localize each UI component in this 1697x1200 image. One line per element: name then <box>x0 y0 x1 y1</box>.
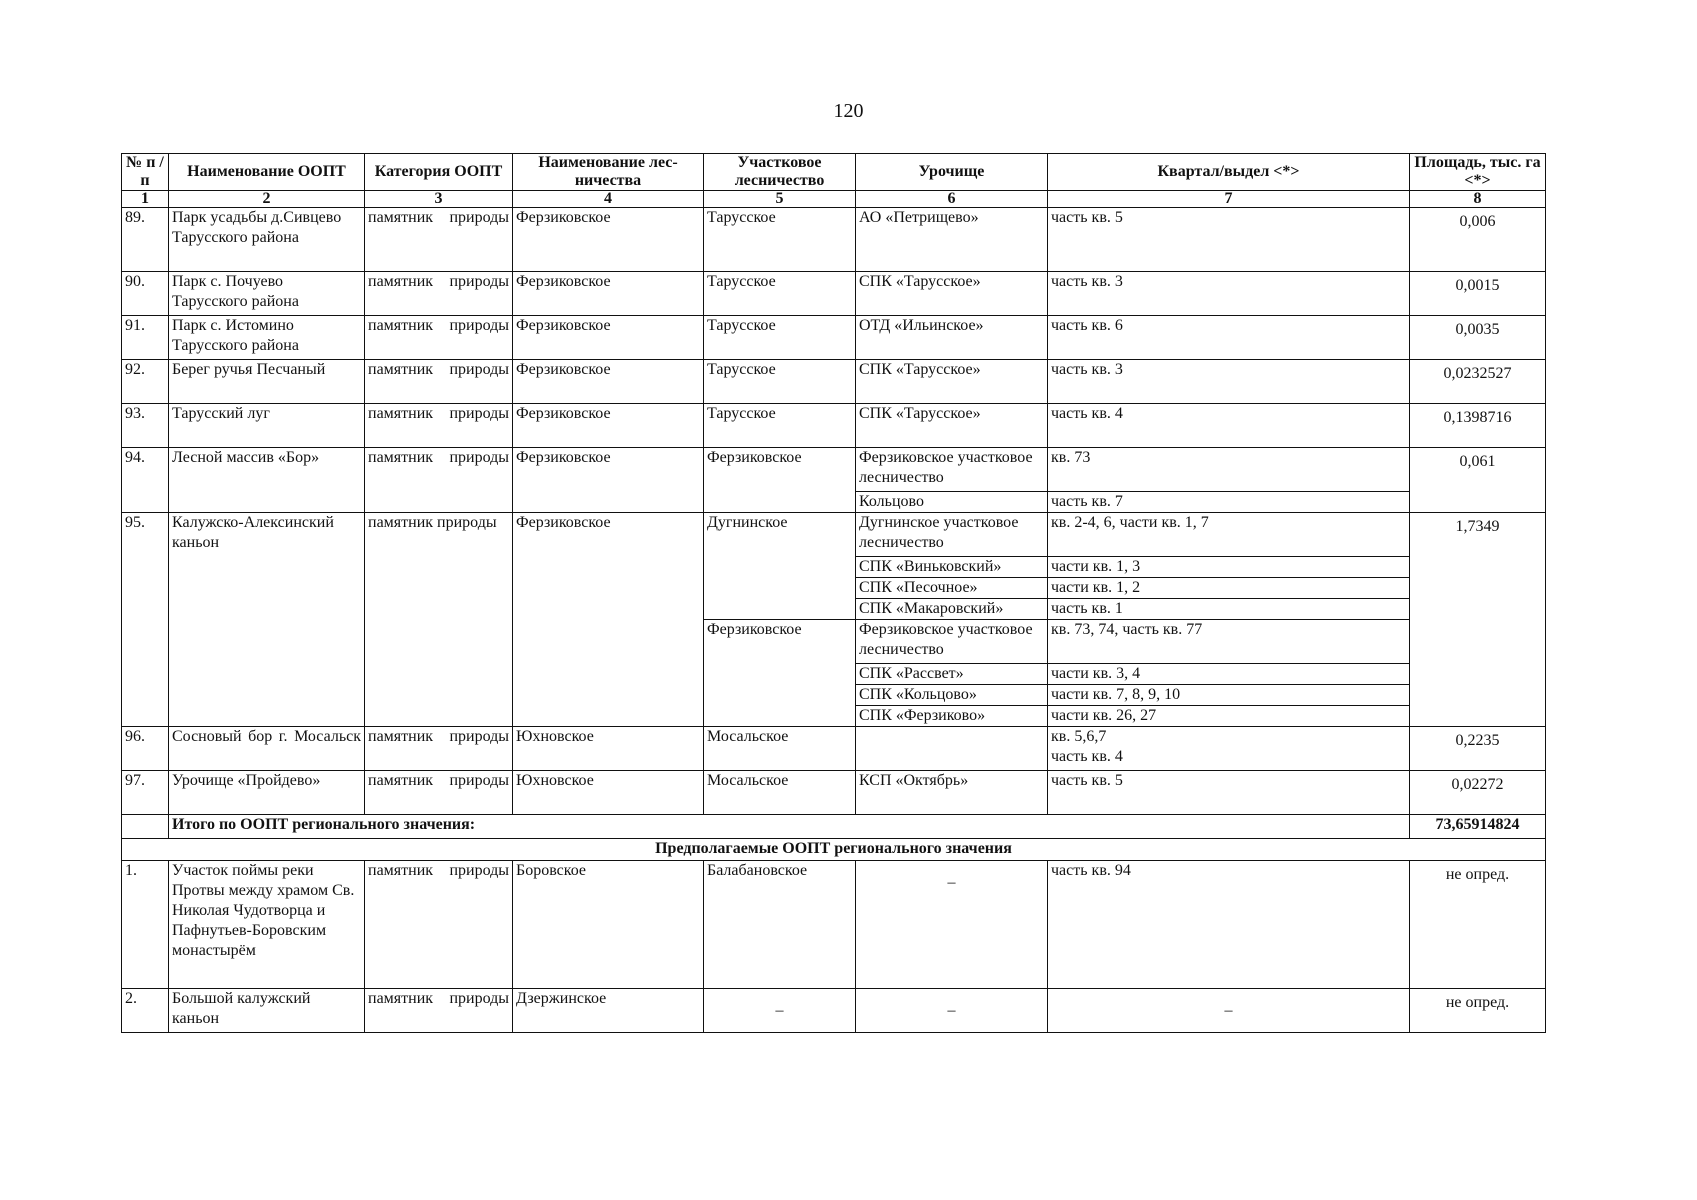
district-forestry: Ферзиковское <box>704 448 856 513</box>
area-value: 0,0232527 <box>1410 360 1546 404</box>
area-value: 0,061 <box>1410 448 1546 513</box>
quarter-line: часть кв. 4 <box>1051 748 1123 765</box>
oopt-category: памятник природы <box>365 404 513 448</box>
tract-name: СПК «Тарусское» <box>856 272 1048 316</box>
table-row <box>122 727 1546 771</box>
table-row <box>122 861 1546 989</box>
quarter: кв. 73 <box>1048 448 1410 492</box>
oopt-category: памятник природы <box>365 448 513 513</box>
oopt-category: памятник природы <box>365 272 513 316</box>
forestry-name: Дзержинское <box>513 989 704 1033</box>
tract-name: Кольцово <box>856 492 1048 513</box>
tract-name: СПК «Ферзиково» <box>856 706 1048 727</box>
table-row <box>122 513 1546 557</box>
table-row <box>122 316 1546 360</box>
col-number: 4 <box>513 191 704 208</box>
district-forestry: Тарусское <box>704 316 856 360</box>
row-number: 90. <box>122 272 169 316</box>
oopt-name: Участок поймы реки Протвы между храмом Св. Николая Чудотворца и Пафнутьев-Боровским монастырём <box>169 861 365 989</box>
page-number: 120 <box>833 100 864 122</box>
quarter: часть кв. 3 <box>1048 360 1410 404</box>
row-number: 92. <box>122 360 169 404</box>
table-row <box>122 208 1546 272</box>
district-forestry: Тарусское <box>704 272 856 316</box>
row-number: 2. <box>122 989 169 1033</box>
row-number: 94. <box>122 448 169 513</box>
district-forestry: Тарусское <box>704 360 856 404</box>
tract-name: Ферзиковское участковое лесничество <box>856 448 1048 492</box>
tract-name: АО «Петрищево» <box>856 208 1048 272</box>
forestry-name: Ферзиковское <box>513 208 704 272</box>
tract-name: Дугнинское участковое лесничество <box>856 513 1048 557</box>
quarter: кв. 2-4, 6, части кв. 1, 7 <box>1048 513 1410 557</box>
forestry-name: Ферзиковское <box>513 272 704 316</box>
forestry-name: Ферзиковское <box>513 316 704 360</box>
quarter: части кв. 1, 3 <box>1048 557 1410 578</box>
column-number-row <box>122 191 1546 208</box>
section-title: Предполагаемые ООПТ регионального значения <box>122 839 1546 861</box>
col-number: 7 <box>1048 191 1410 208</box>
oopt-name: Парк усадьбы д.Сивцево Тарусского района <box>169 208 365 272</box>
col-number: 8 <box>1410 191 1546 208</box>
tract-name: СПК «Рассвет» <box>856 664 1048 685</box>
total-blank <box>122 815 169 839</box>
oopt-table <box>121 153 1546 1033</box>
header-district: Участковое лесничество <box>704 154 856 191</box>
district-forestry: Мосальское <box>704 771 856 815</box>
oopt-category: памятник природы <box>365 316 513 360</box>
forestry-name: Юхновское <box>513 727 704 771</box>
forestry-name: Ферзиковское <box>513 404 704 448</box>
row-number: 97. <box>122 771 169 815</box>
table-row <box>122 272 1546 316</box>
forestry-name: Юхновское <box>513 771 704 815</box>
quarter: – <box>1048 989 1410 1033</box>
area-value: 0,1398716 <box>1410 404 1546 448</box>
quarter: кв. 73, 74, часть кв. 77 <box>1048 620 1410 664</box>
section-row <box>122 839 1546 861</box>
oopt-category: памятник природы <box>365 771 513 815</box>
area-value: не опред. <box>1410 989 1546 1033</box>
total-row <box>122 815 1546 839</box>
tract-name: Ферзиковское участковое лесничество <box>856 620 1048 664</box>
row-number: 95. <box>122 513 169 727</box>
area-value: 0,0035 <box>1410 316 1546 360</box>
area-value: 1,7349 <box>1410 513 1546 727</box>
quarter: часть кв. 94 <box>1048 861 1410 989</box>
header-row <box>122 154 1546 191</box>
oopt-name: Сосновый бор г. Мосальск <box>169 727 365 771</box>
district-forestry: Мосальское <box>704 727 856 771</box>
tract-name: СПК «Тарусское» <box>856 404 1048 448</box>
tract-name: СПК «Виньковский» <box>856 557 1048 578</box>
total-value: 73,65914824 <box>1410 815 1546 839</box>
col-number: 5 <box>704 191 856 208</box>
tract-name: СПК «Кольцово» <box>856 685 1048 706</box>
header-name: Наименование ООПТ <box>169 154 365 191</box>
header-category: Категория ООПТ <box>365 154 513 191</box>
oopt-category: памятник природы <box>365 727 513 771</box>
quarter: часть кв. 5 <box>1048 208 1410 272</box>
tract-name: СПК «Песочное» <box>856 578 1048 599</box>
district-forestry: Ферзиковское <box>704 620 856 727</box>
district-forestry: Тарусское <box>704 208 856 272</box>
forestry-name: Ферзиковское <box>513 448 704 513</box>
quarter: части кв. 3, 4 <box>1048 664 1410 685</box>
row-number: 93. <box>122 404 169 448</box>
quarter: часть кв. 7 <box>1048 492 1410 513</box>
oopt-name: Калужско-Алексинский каньон <box>169 513 365 727</box>
oopt-category: памятник природы <box>365 208 513 272</box>
tract-name: СПК «Макаровский» <box>856 599 1048 620</box>
district-forestry: Балабановское <box>704 861 856 989</box>
quarter-line: кв. 5,6,7 <box>1051 728 1107 745</box>
quarter: часть кв. 1 <box>1048 599 1410 620</box>
area-value: 0,006 <box>1410 208 1546 272</box>
row-number: 91. <box>122 316 169 360</box>
oopt-name: Парк с. Истомино Тарусского района <box>169 316 365 360</box>
forestry-name: Ферзиковское <box>513 513 704 727</box>
tract-name: КСП «Октябрь» <box>856 771 1048 815</box>
area-value: не опред. <box>1410 861 1546 989</box>
tract-name: – <box>856 989 1048 1033</box>
col-number: 2 <box>169 191 365 208</box>
oopt-category: памятник природы <box>365 861 513 989</box>
tract-name: ОТД «Ильинское» <box>856 316 1048 360</box>
header-tract: Урочище <box>856 154 1048 191</box>
col-number: 3 <box>365 191 513 208</box>
oopt-name: Берег ручья Песчаный <box>169 360 365 404</box>
quarter: части кв. 7, 8, 9, 10 <box>1048 685 1410 706</box>
col-number: 6 <box>856 191 1048 208</box>
table-row <box>122 771 1546 815</box>
header-num: № п /п <box>122 154 169 191</box>
district-forestry: Тарусское <box>704 404 856 448</box>
row-number: 96. <box>122 727 169 771</box>
oopt-name: Парк с. Почуево Тарусского района <box>169 272 365 316</box>
row-number: 1. <box>122 861 169 989</box>
forestry-name: Ферзиковское <box>513 360 704 404</box>
header-forestry: Наименование лес- ничества <box>513 154 704 191</box>
quarter <box>1048 727 1410 771</box>
area-value: 0,0015 <box>1410 272 1546 316</box>
tract-name: СПК «Тарусское» <box>856 360 1048 404</box>
oopt-category: памятник природы <box>365 989 513 1033</box>
table-row <box>122 448 1546 492</box>
oopt-category: памятник природы <box>365 513 513 727</box>
oopt-name: Урочище «Пройдево» <box>169 771 365 815</box>
quarter: часть кв. 3 <box>1048 272 1410 316</box>
area-value: 0,2235 <box>1410 727 1546 771</box>
quarter: часть кв. 4 <box>1048 404 1410 448</box>
forestry-name: Боровское <box>513 861 704 989</box>
district-forestry: Дугнинское <box>704 513 856 620</box>
header-area: Площадь, тыс. га <*> <box>1410 154 1546 191</box>
table-row <box>122 360 1546 404</box>
quarter: части кв. 26, 27 <box>1048 706 1410 727</box>
oopt-name: Большой калужский каньон <box>169 989 365 1033</box>
quarter: часть кв. 6 <box>1048 316 1410 360</box>
district-forestry: – <box>704 989 856 1033</box>
quarter: части кв. 1, 2 <box>1048 578 1410 599</box>
row-number: 89. <box>122 208 169 272</box>
area-value: 0,02272 <box>1410 771 1546 815</box>
oopt-category: памятник природы <box>365 360 513 404</box>
quarter: часть кв. 5 <box>1048 771 1410 815</box>
total-label: Итого по ООПТ регионального значения: <box>169 815 1410 839</box>
col-number: 1 <box>122 191 169 208</box>
header-quarter: Квартал/выдел <*> <box>1048 154 1410 191</box>
tract-name <box>856 727 1048 771</box>
table-row <box>122 404 1546 448</box>
oopt-name: Тарусский луг <box>169 404 365 448</box>
tract-name: – <box>856 861 1048 989</box>
oopt-name: Лесной массив «Бор» <box>169 448 365 513</box>
table-row <box>122 989 1546 1033</box>
